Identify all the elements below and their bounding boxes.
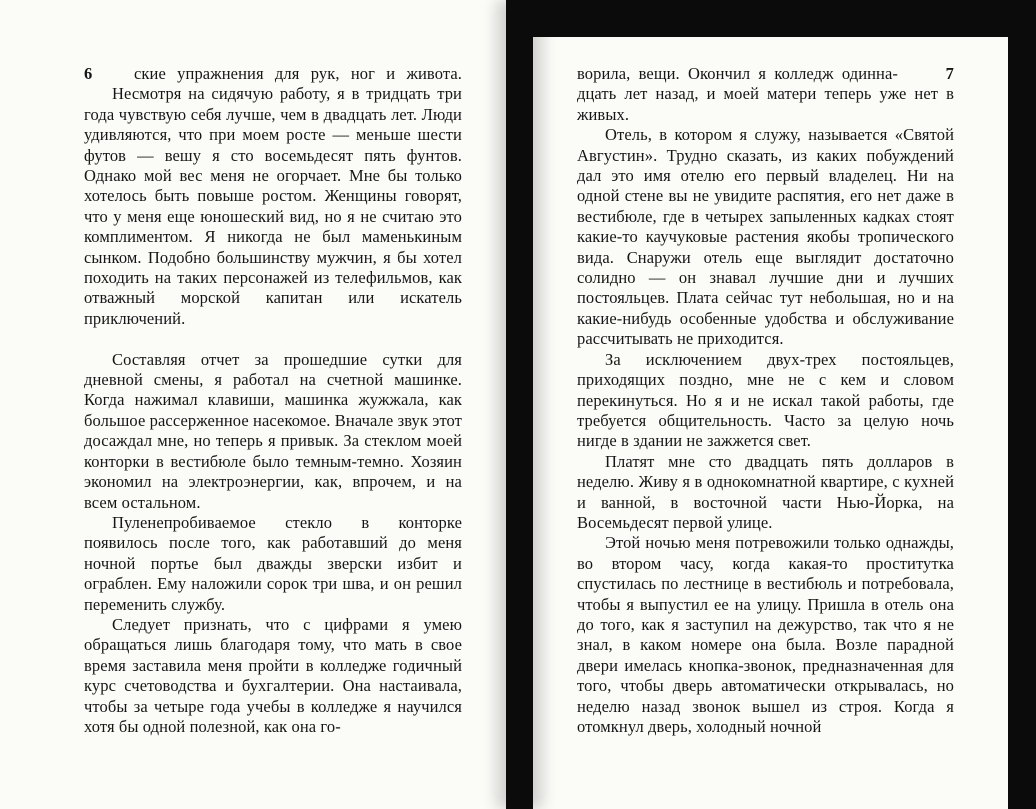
book-paragraph: За исключением двух-трех постояльцев, приходящих поздно, мне не с кем и словом перекинуться. Но я и не искал такой работы, где требуется общительность. Часто за целую ночь нигде в здании не зажжется свет.: [577, 349, 954, 451]
book-paragraph: Отель, в котором я служу, называется «Святой Августин». Трудно сказать, из каких побуждений дал это имя отелю его первый владелец. Ни на одной стене вы не увидите распятия, его нет даже в вестибюле, где в четырех запыленных кадках стоят какие-то каучуковые растения якобы тропического вида. Снаружи отель еще выглядит достаточно солидно — он знавал лучшие дни и лучших постояльцев. Плата сейчас тут небольшая, но и на какие-нибудь особенные удобства и обслуживание рассчитывать не приходится.: [577, 125, 954, 349]
book-paragraph: Составляя отчет за прошедшие сутки для дневной смены, я работал на счетной машинке. Когда нажимал клавиши, машинка жужжала, как большое рассерженное насекомое. Вначале звук этот досаждал мне, но теперь я привык. За стеклом моей конторки в вестибюле было темным-темно. Хозяин экономил на электроэнергии, как, впрочем, и на всем остальном.: [84, 349, 462, 512]
book-paragraph: Этой ночью меня потревожили только однажды, во втором часу, когда какая-то проститутка спустилась по лестнице в вестибюль и потребовала, чтобы я выпустил ее на улицу. Пришла в отель она до того, как я заступил на дежурство, так что я не знал, в каком номере она была. Возле парадной двери имелась кнопка-звонок, предназначенная для того, чтобы дверь автоматически открывалась, но неделю назад звонок вышел из строя. Когда я отомкнул дверь, холодный ночной: [577, 533, 954, 736]
book-paragraph: Несмотря на сидячую работу, я в тридцать три года чувствую себя лучше, чем в двадцать лет. Люди удивляются, что при моем росте — меньше шести футов — вешу я сто восемьдесят пять фунтов. Однако мой вес меня не огорчает. Мне бы только хотелось быть повыше ростом. Женщины говорят, что у меня еще юношеский вид, но я не считаю это комплиментом. Я никогда не был маменькиным сынком. Подобно большинству мужчин, я бы хотел походить на таких персонажей из телефильмов, как отважный морской капитан или искатель приключений.: [84, 84, 462, 328]
book-paragraph: Платят мне сто двадцать пять долларов в неделю. Живу я в однокомнатной квартире, с кухней и ванной, в восточной части Нью-Йорка, на Восемьдесят первой улице.: [577, 451, 954, 532]
first-line-left: ские упражнения для рук, ног и живота.: [134, 64, 462, 83]
page-number-right: 7: [945, 64, 954, 83]
first-line-right: ворила, вещи. Окончил я колледж одинна-: [577, 64, 898, 83]
book-paragraph: Пуленепробиваемое стекло в конторке появилось после того, как работавший до меня ночной портье был дважды зверски избит и ограблен. Ему наложили сорок три шва, и он решил переменить службу.: [84, 512, 462, 614]
page-right: [577, 64, 954, 737]
book-paragraph: дцать лет назад, и моей матери теперь уже нет в живых.: [577, 84, 954, 124]
top-edge-shadow: [506, 0, 1036, 37]
page-left-header: [84, 64, 462, 84]
page-right-header: [577, 64, 954, 84]
right-edge-shadow: [1008, 0, 1036, 809]
page-body-right: [577, 84, 954, 737]
page-left: [84, 64, 462, 737]
book-paragraph: Следует признать, что с цифрами я умею обращаться лишь благодаря тому, что мать в свое время заставила меня пройти в колледже годичный курс счетоводства и бухгалтерии. Она настаивала, чтобы за четыре года учебы в колледже я научился хотя бы одной полезной, как она го-: [84, 614, 462, 736]
gutter-shadow: [506, 0, 533, 809]
page-number-left: 6: [84, 64, 93, 83]
page-body-left: [84, 84, 462, 737]
